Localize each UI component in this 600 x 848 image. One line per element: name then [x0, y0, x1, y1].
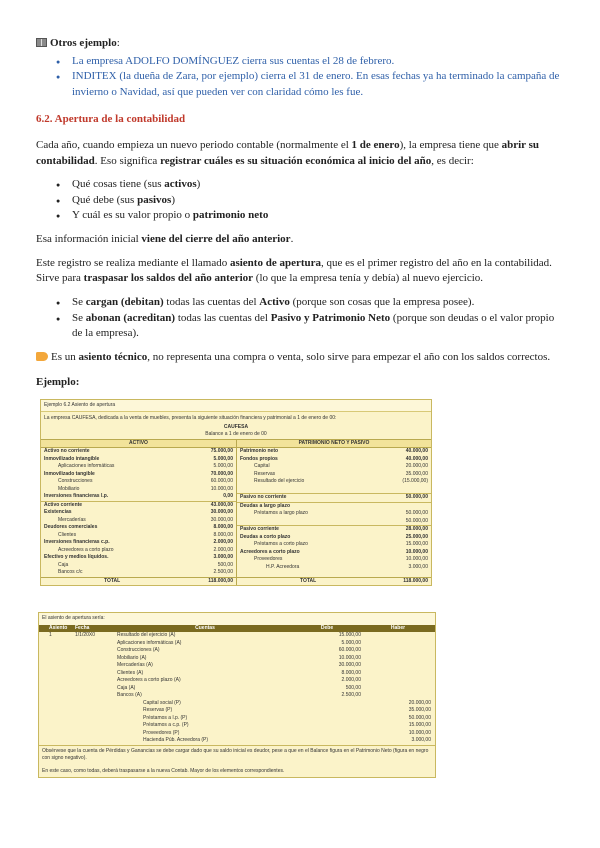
right-row: Préstamos a corto plazo 15.000,00 — [254, 541, 428, 548]
right-row: Acreedores a corto plazo 10.000,00 — [240, 548, 428, 555]
example-label: Ejemplo: — [36, 376, 80, 389]
right-row: Proveedores 10.000,00 — [254, 556, 428, 563]
left-row: Inversiones financieras l.p. 0,00 — [44, 493, 233, 500]
left-row: Construcciones 60.000,00 — [58, 478, 233, 485]
paragraph-intro: Cada año, cuando empieza un nuevo periodo contable (normalmente el 1 de enero), la empresa tiene que abrir su contabilidad. Eso significa registrar cuáles es su situación económica al inicio del año, es decir: — [36, 139, 540, 167]
debit-credit-list — [56, 295, 564, 342]
left-row: Existencias 30.000,00 — [44, 509, 233, 516]
right-row — [237, 486, 431, 494]
left-row: Mercaderías 30.000,00 — [58, 516, 233, 523]
journal-row: Proveedores (P) 10.000,00 — [143, 729, 431, 736]
left-row: Efectivo y medios líquidos. 3.000,00 — [44, 554, 233, 561]
journal-row: Reservas (P) 35.000,00 — [143, 707, 431, 714]
pointing-hand-icon — [36, 352, 48, 361]
journal-row: Hacienda Púb. Acreedora (P) 3.000,00 — [143, 737, 431, 744]
left-row: Aplicaciones informáticas 5.000,00 — [58, 463, 233, 470]
journal-row: Mercaderías (A) 30.000,00 — [117, 662, 361, 669]
right-row: Pasivo corriente 28.000,00 — [237, 525, 431, 534]
left-row: Caja 500,00 — [58, 561, 233, 568]
left-row: Inmovilizado tangible 70.000,00 — [44, 470, 233, 477]
right-row: H.P. Acreedora 3.000,00 — [266, 563, 428, 570]
balance-sheet-table — [40, 399, 432, 587]
right-row: Préstamos a largo plazo 50.000,00 — [254, 510, 428, 517]
journal-header-row: Asiento Fecha Cuentas Debe Haber — [39, 625, 435, 633]
list-item: ● La empresa ADOLFO DOMÍNGUEZ cierra sus cuentas el 28 de febrero. — [56, 54, 564, 70]
assets-column — [41, 440, 236, 577]
journal-row: Préstamos a l.p. (P) 50.000,00 — [143, 714, 431, 721]
journal-caption: El asiento de apertura sería: — [39, 613, 435, 625]
balance-intro: La empresa CAUFESA, dedicada a la venta de muebles, presenta la siguiente situación financiera y patrimonial a 1 de enero de 00: — [44, 415, 337, 422]
left-row: Inmovilizado intangible 5.000,00 — [44, 455, 233, 462]
left-row: Bancos c/c 2.500,00 — [58, 569, 233, 576]
balance-elements-list — [56, 177, 564, 224]
left-row: Inversiones financieras c.p. 2.000,00 — [44, 539, 233, 546]
right-row: Resultado del ejercicio (15.000,00) — [254, 478, 428, 485]
journal-entry-table — [38, 612, 436, 778]
right-row: Reservas 35.000,00 — [254, 470, 428, 477]
right-row: Patrimonio neto 40.000,00 — [240, 448, 428, 455]
journal-row: Acreedores a corto plazo (A) 2.000,00 — [117, 677, 361, 684]
journal-notes: Obsérvese que la cuenta de Pérdidas y Ganancias se debe cargar dado que su saldo inicial es deudor, pese a que en el Balance figura en el Patrimonio Neto (figura en negro con signo negativo). En este caso, como todas, deberá traspasarse a la nueva Contab. Mayor de los elementos correspondientes. — [39, 745, 435, 778]
paragraph-opening-entry: Este registro se realiza mediante el llamado asiento de apertura, que es el primer registro del año en la contabilidad. Sirve para traspasar los saldos del año anterior (lo que la empresa tenía y debía) al nuevo ejercicio. — [36, 256, 552, 285]
document-page — [36, 36, 564, 778]
list-item: ● INDITEX (la dueña de Zara, por ejemplo) cierra el 31 de enero. En esas fechas ya ha terminado la campaña de invierno o Navidad, así que pueden ver con claridad cómo les fue. — [56, 69, 564, 100]
liabilities-header: PATRIMONIO NETO Y PASIVO — [237, 440, 431, 449]
left-row: Deudores comerciales 8.000,00 — [44, 524, 233, 531]
right-row: 50.000,00 — [405, 517, 428, 524]
journal-row: Mobiliario (A) 10.000,00 — [117, 654, 361, 661]
journal-row: Construcciones (A) 60.000,00 — [117, 647, 361, 654]
balance-totals: TOTAL 118.000,00 TOTAL 118.000,00 — [41, 577, 431, 586]
section-title: 6.2. Apertura de la contabilidad — [36, 113, 186, 126]
journal-row: Aplicaciones informáticas (A) 5.000,00 — [117, 639, 361, 646]
balance-caption: Ejemplo 6.2 Asiento de apertura — [41, 400, 431, 413]
left-row: Mobiliario 10.000,00 — [58, 485, 233, 492]
right-row: Deudas a corto plazo 25.000,00 — [240, 533, 428, 540]
right-row: Capital 20.000,00 — [254, 463, 428, 470]
assets-header: ACTIVO — [41, 440, 236, 449]
journal-row: Caja (A) 500,00 — [117, 684, 361, 691]
left-row: Activo no corriente 75.000,00 — [44, 448, 233, 455]
other-examples-list — [56, 54, 564, 101]
liabilities-column — [236, 440, 431, 577]
list-item: ● Qué debe (sus pasivos) — [56, 193, 564, 209]
journal-row: 1 1/1/20X0 Resultado del ejercicio (A) 15.000,00 — [49, 632, 361, 639]
list-item: ● Qué cosas tiene (sus activos) — [56, 177, 564, 193]
balance-date: Balance a 1 de enero de 00 — [205, 431, 267, 438]
list-item: ● Se cargan (debitan) todas las cuentas del Activo (porque son cosas que la empresa posee). — [56, 295, 564, 311]
other-examples-heading: Otros ejemplo: — [36, 36, 564, 52]
list-item: ● Y cuál es su valor propio o patrimonio neto — [56, 208, 564, 224]
paragraph-origin: Esa información inicial viene del cierre del año anterior. — [36, 233, 294, 246]
journal-row: Clientes (A) 8.000,00 — [117, 669, 361, 676]
balance-company: CAUFESA — [223, 423, 249, 430]
book-icon — [36, 38, 47, 47]
left-row: Acreedores a corto plazo 2.000,00 — [58, 546, 233, 553]
journal-row: Préstamos a c.p. (P) 15.000,00 — [143, 722, 431, 729]
journal-row: Capital social (P) 20.000,00 — [143, 699, 431, 706]
left-row: Activo corriente 43.000,00 — [41, 501, 236, 510]
list-item: ● Se abonan (acreditan) todas las cuentas del Pasivo y Patrimonio Neto (porque son deudas o el valor propio de la empresa). — [56, 311, 564, 342]
left-row: Clientes 8.000,00 — [58, 531, 233, 538]
right-row: Pasivo no corriente 50.000,00 — [237, 493, 431, 502]
right-row: Deudas a largo plazo — [237, 502, 431, 511]
paragraph-technical-note: Es un asiento técnico, no representa una compra o venta, solo sirve para empezar el año con los saldos correctos. — [36, 350, 564, 366]
journal-row: Bancos (A) 2.500,00 — [117, 692, 361, 699]
right-row: Fondos propios 40.000,00 — [240, 455, 428, 462]
